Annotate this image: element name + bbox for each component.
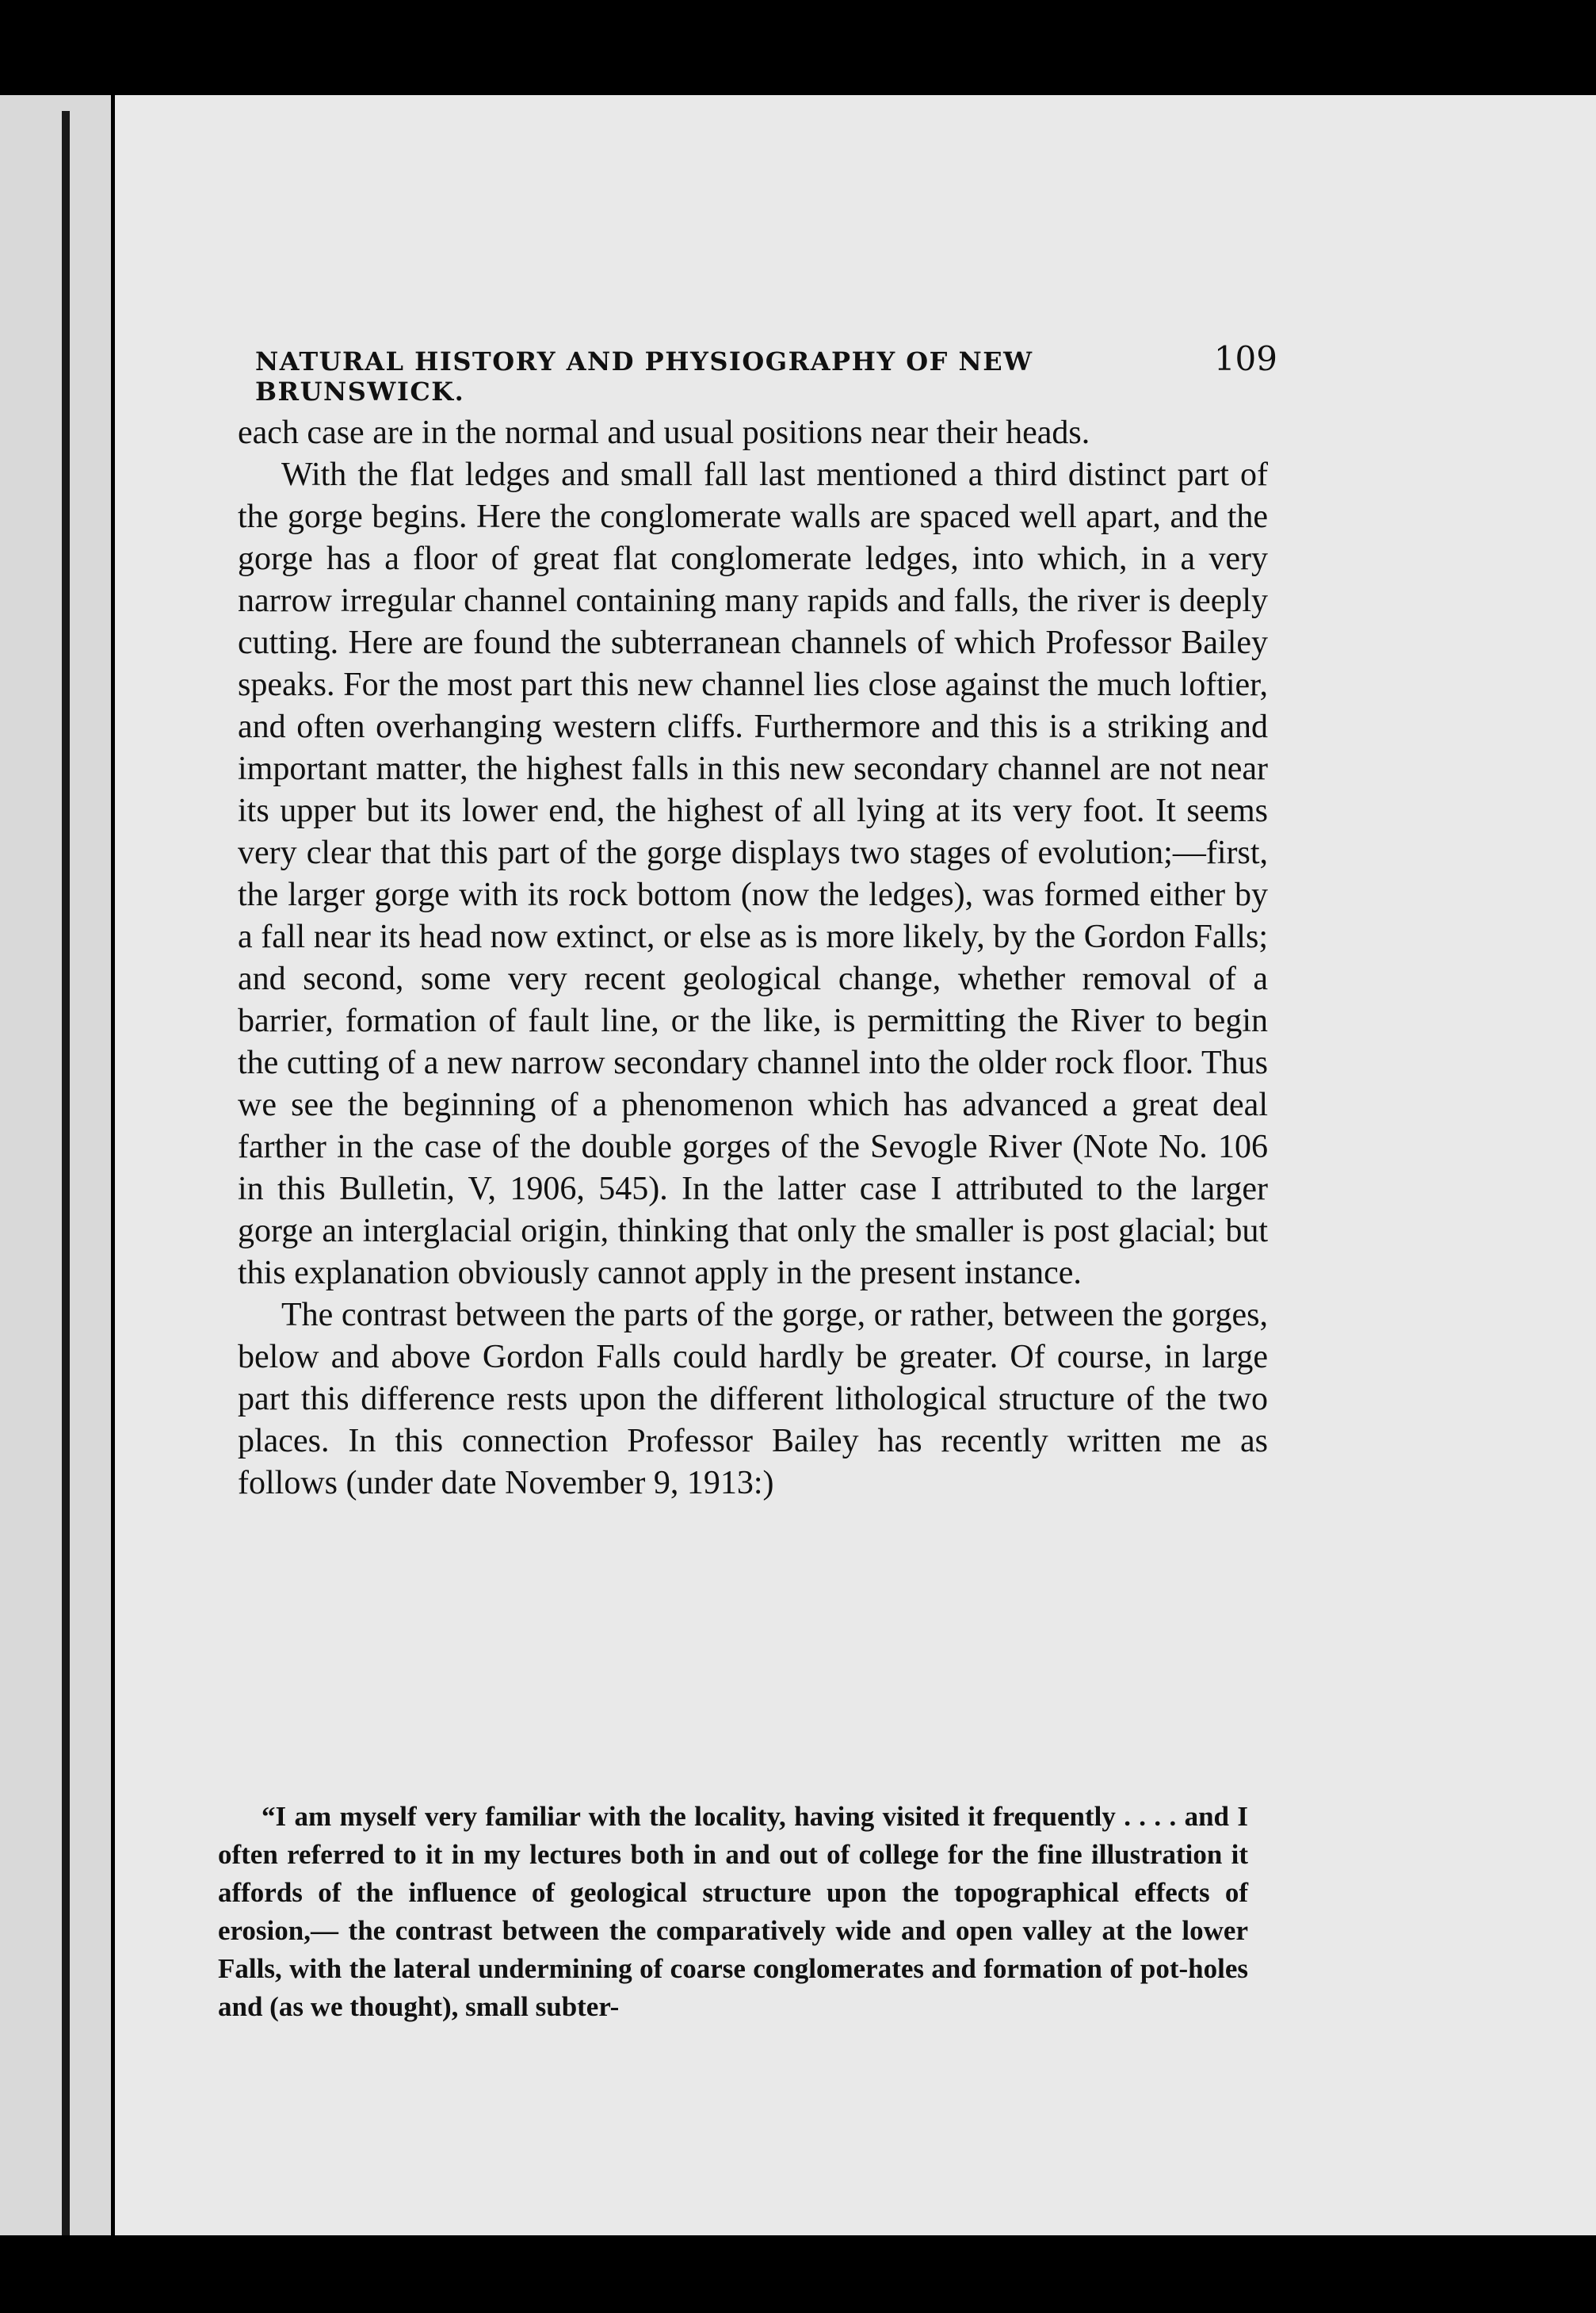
facing-page-edge — [0, 95, 111, 2235]
running-header — [255, 339, 1277, 407]
block-quote — [218, 1798, 1248, 2026]
binding-shadow — [62, 111, 70, 2235]
paragraph: The contrast between the parts of the gorge, or rather, between the gorges, below and above Gordon Falls could hardly be greater. Of course, in large part this difference rests upon the different lithological structure of the two places. In this connection Professor Bailey has recently written me as follows (under date November 9, 1913:) — [238, 1297, 1268, 1501]
running-title: NATURAL HISTORY AND PHYSIOGRAPHY OF NEW BRUNSWICK. — [255, 346, 1033, 407]
paragraph: With the flat ledges and small fall last mentioned a third distinct part of the gorge begins. Here the conglomerate walls are spaced well apart, and the gorge has a floor of great flat conglomerate ledges, into which, in a very narrow irregular channel containing many rapids and falls, the river is deeply cutting. Here are found the subterranean channels of which Professor Bailey speaks. For the most part this new channel lies close against the much loftier, and often overhanging western cliffs. Furthermore and this is a striking and important matter, the highest falls in this new secondary channel are not near its upper but its lower end, the highest of all lying at its very foot. It seems very clear that this part of the gorge displays two stages of evolution;—first, the larger gorge with its rock bottom (now the ledges), was formed either by a fall near its head now extinct, or else as is more likely, by the Gordon Falls; and second, some very recent geological change, whether removal of a barrier, formation of fault line, or the like, is permitting the River to begin the cutting of a new narrow secondary channel into the older rock floor. Thus we see the beginning of a phenomenon which has advanced a great deal farther in the case of the double gorges of the Sevogle River (Note No. 106 in this Bulletin, V, 1906, 545). In the latter case I attributed to the larger gorge an interglacial origin, thinking that only the smaller is post glacial; but this explanation obviously cannot apply in the present instance. — [238, 457, 1268, 1291]
page-number: 109 — [1213, 339, 1277, 378]
body-text — [238, 412, 1268, 1504]
quote-text: “I am myself very familiar with the locality, having visited it frequently . . . . and I often referred to it in my lectures both in and out of college for the fine illustration it affords of the influence of geological structure upon the topographical effects of erosion,— the contrast between the comparatively wide and open valley at the lower Falls, with the lateral undermining of coarse conglomerates and formation of pot-holes and (as we thought), small subter- — [218, 1801, 1248, 2022]
paragraph-continuation: each case are in the normal and usual positions near their heads. — [238, 415, 1090, 451]
